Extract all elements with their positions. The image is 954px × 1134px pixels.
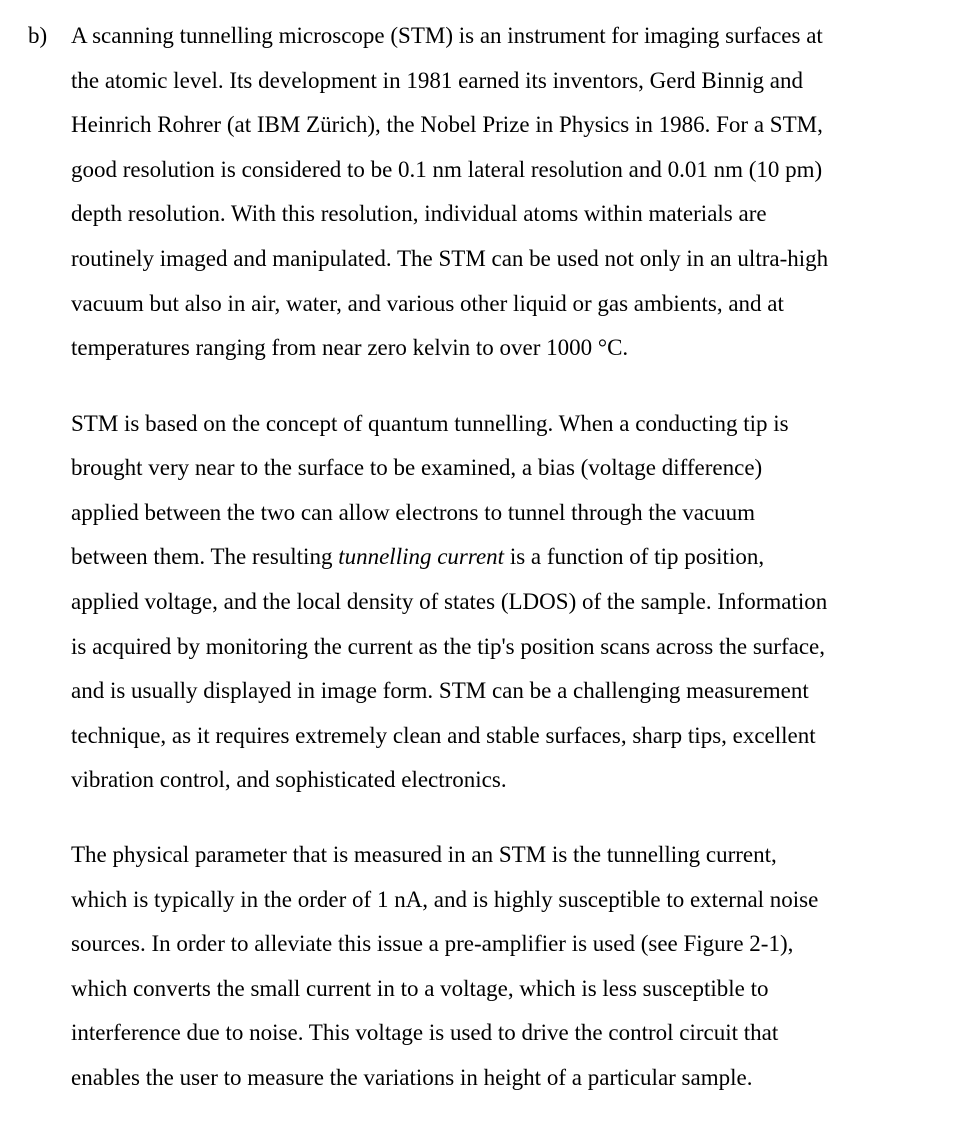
text-segment: is a function of tip position, <box>504 544 765 570</box>
question-marker: b) <box>28 23 48 48</box>
text-line: which converts the small current in to a voltage, which is less susceptible to <box>71 975 769 1001</box>
text-line: temperatures ranging from near zero kelvin to over 1000 °C. <box>71 335 629 361</box>
text-line: applied between the two can allow electrons to tunnel through the vacuum <box>71 499 756 525</box>
text-line: is acquired by monitoring the current as the tip's position scans across the surface, <box>71 633 826 659</box>
question-body <box>71 14 931 1101</box>
text-line: good resolution is considered to be 0.1 nm lateral resolution and 0.01 nm (10 pm) <box>71 156 823 182</box>
text-line: the atomic level. Its development in 1981 earned its inventors, Gerd Binnig and <box>71 67 803 93</box>
text-line: sources. In order to alleviate this issue a pre-amplifier is used (see Figure 2-1), <box>71 931 794 957</box>
text-line: enables the user to measure the variations in height of a particular sample. <box>71 1065 753 1091</box>
text-line: depth resolution. With this resolution, individual atoms within materials are <box>71 201 767 227</box>
text-line: vibration control, and sophisticated electronics. <box>71 767 507 793</box>
text-line: Heinrich Rohrer (at IBM Zürich), the Nobel Prize in Physics in 1986. For a STM, <box>71 112 823 138</box>
text-line: applied voltage, and the local density of states (LDOS) of the sample. Information <box>71 588 828 614</box>
text-line: which is typically in the order of 1 nA, and is highly susceptible to external noise <box>71 886 819 912</box>
text-segment: between them. The resulting <box>71 544 339 570</box>
text-line: brought very near to the surface to be examined, a bias (voltage difference) <box>71 455 763 481</box>
paragraph-measured-parameter <box>71 833 931 1101</box>
text-line: interference due to noise. This voltage is used to drive the control circuit that <box>71 1020 779 1046</box>
text-line: STM is based on the concept of quantum tunnelling. When a conducting tip is <box>71 410 789 436</box>
text-line: The physical parameter that is measured in an STM is the tunnelling current, <box>71 842 777 868</box>
text-line: and is usually displayed in image form. STM can be a challenging measurement <box>71 678 809 704</box>
emphasis-tunnelling-current: tunnelling current <box>338 544 505 570</box>
text-line: routinely imaged and manipulated. The STM can be used not only in an ultra-high <box>71 245 829 271</box>
paragraph-spacer <box>71 803 931 833</box>
text-line: A scanning tunnelling microscope (STM) is an instrument for imaging surfaces at <box>71 23 823 48</box>
paragraph-stm-introduction <box>71 14 931 371</box>
text-line: technique, as it requires extremely clean and stable surfaces, sharp tips, excellent <box>71 722 816 748</box>
text-line: vacuum but also in air, water, and various other liquid or gas ambients, and at <box>71 290 784 316</box>
text-line-with-emphasis <box>71 535 931 580</box>
paragraph-spacer <box>71 371 931 402</box>
paragraph-quantum-tunnelling <box>71 402 931 803</box>
